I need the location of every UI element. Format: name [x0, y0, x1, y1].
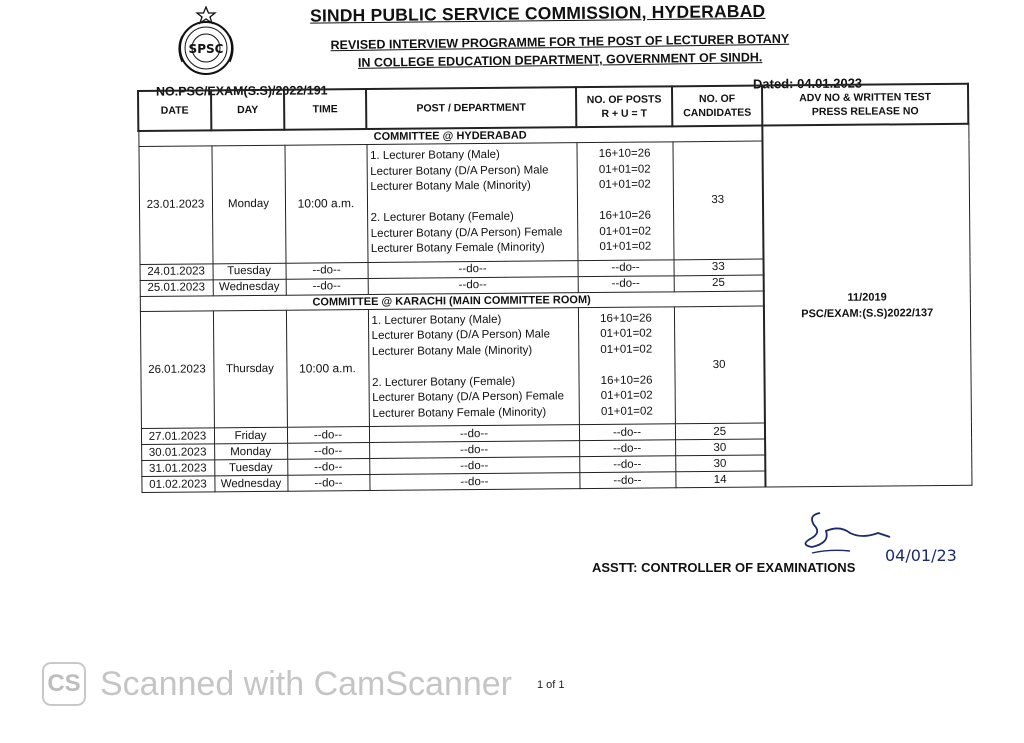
header-post: POST / DEPARTMENT	[366, 87, 576, 129]
header-day: DAY	[211, 90, 284, 131]
row-day: Thursday	[213, 310, 287, 428]
post-line: Lecturer Botany (D/A Person) Female	[372, 390, 564, 404]
post-line: Lecturer Botany (D/A Person) Female	[370, 225, 563, 240]
row-post-counts: --do--	[579, 456, 675, 473]
row-date: 26.01.2023	[140, 310, 214, 428]
row-post-counts: --do--	[578, 275, 674, 292]
count-line: 01+01=02	[600, 327, 653, 340]
row-candidates: 30	[674, 306, 765, 424]
spsc-logo	[170, 6, 242, 78]
header-cand-line2: CANDIDATES	[683, 106, 752, 120]
dated: Dated: 04.01.2023	[752, 75, 863, 92]
count-line: 01+01=02	[600, 343, 653, 356]
interview-table	[137, 83, 970, 493]
row-day: Tuesday	[214, 459, 287, 476]
header-candidates	[672, 86, 762, 127]
row-day: Tuesday	[213, 263, 286, 280]
signature-date: 04/01/23	[885, 546, 957, 565]
subtitle-line-2: IN COLLEGE EDUCATION DEPARTMENT, GOVERNMENT OF SINDH.	[357, 50, 763, 70]
row-posts: --do--	[369, 457, 579, 475]
post-line: Lecturer Botany Female (Minority)	[370, 241, 545, 255]
row-post-counts: --do--	[579, 424, 675, 441]
row-candidates: 30	[675, 455, 765, 472]
row-day: Monday	[214, 443, 287, 460]
header-time: TIME	[284, 89, 366, 130]
row-day: Friday	[214, 427, 287, 444]
row-post-counts: --do--	[579, 472, 675, 489]
page-subtitle	[290, 29, 830, 73]
count-line: 01+01=02	[600, 405, 653, 418]
press-release: PSC/EXAM:(S.S)2022/137	[801, 307, 934, 321]
post-line: Lecturer Botany Male (Minority)	[370, 179, 531, 193]
count-line: 01+01=02	[600, 389, 653, 402]
count-line: 16+10=26	[598, 147, 651, 160]
row-time: --do--	[287, 474, 369, 491]
post-line: 1. Lecturer Botany (Male)	[371, 313, 502, 327]
header-adv	[762, 84, 968, 126]
header-date: DATE	[138, 90, 211, 131]
reference-number: NO.PSC/EXAM(S.S)/2022/191	[155, 83, 328, 99]
post-line: Lecturer Botany (D/A Person) Male	[371, 328, 551, 342]
adv-cell	[762, 124, 971, 487]
row-posts: --do--	[368, 260, 578, 278]
subtitle-line-1: REVISED INTERVIEW PROGRAMME FOR THE POST OF LECTURER BOTANY	[330, 31, 790, 53]
count-line: 01+01=02	[598, 163, 651, 176]
row-time: 10:00 a.m.	[286, 309, 369, 427]
row-date: 25.01.2023	[140, 279, 213, 296]
count-line: 01+01=02	[599, 240, 652, 253]
row-posts: --do--	[368, 276, 578, 294]
post-line: 2. Lecturer Botany (Female)	[372, 375, 516, 389]
header-posts-line1: NO. OF POSTS	[586, 93, 662, 107]
header-adv-line1: ADV NO & WRITTEN TEST	[799, 91, 932, 105]
header-posts	[576, 86, 672, 127]
row-post-counts	[578, 306, 675, 424]
committee-karachi-label: COMMITTEE @ KARACHI (MAIN COMMITTEE ROOM)	[140, 291, 764, 311]
row-candidates: 25	[675, 423, 765, 440]
row-time: --do--	[286, 278, 368, 295]
row-time: --do--	[287, 458, 369, 475]
row-date: 30.01.2023	[141, 444, 214, 461]
row-time: --do--	[287, 442, 369, 459]
post-line: Lecturer Botany Female (Minority)	[372, 405, 547, 420]
header-posts-line2: R + U = T	[601, 107, 648, 120]
header-cand-line1: NO. OF	[698, 92, 736, 106]
row-time: --do--	[286, 262, 368, 279]
page-title: SINDH PUBLIC SERVICE COMMISSION, HYDERABAD	[309, 0, 766, 26]
camscanner-text: Scanned with CamScanner	[100, 665, 513, 703]
page-counter: 1 of 1	[537, 679, 565, 691]
post-line: Lecturer Botany Male (Minority)	[371, 344, 533, 358]
row-posts	[368, 307, 579, 426]
post-line: Lecturer Botany (D/A Person) Male	[370, 163, 549, 178]
row-candidates: 33	[673, 259, 763, 276]
count-line: 16+10=26	[599, 209, 652, 222]
row-post-counts: --do--	[579, 440, 675, 457]
count-line: 16+10=26	[600, 374, 653, 387]
row-candidates: 25	[674, 275, 764, 292]
row-date: 24.01.2023	[140, 263, 213, 280]
row-date: 01.02.2023	[141, 476, 214, 493]
row-day: Wednesday	[213, 279, 286, 296]
row-candidates: 30	[675, 439, 765, 456]
row-posts: --do--	[369, 473, 579, 491]
camscanner-logo: CS	[42, 662, 86, 706]
row-candidates: 14	[675, 471, 765, 488]
committee-hyderabad-label: COMMITTEE @ HYDERABAD	[138, 126, 762, 147]
count-line: 01+01=02	[599, 225, 652, 238]
count-line: 01+01=02	[598, 178, 651, 191]
row-date: 27.01.2023	[141, 428, 214, 445]
row-day: Wednesday	[214, 475, 287, 492]
row-candidates: 33	[672, 141, 763, 259]
row-post-counts	[576, 142, 673, 260]
row-posts: --do--	[369, 441, 579, 459]
controller-title: ASSTT: CONTROLLER OF EXAMINATIONS	[592, 560, 856, 575]
row-post-counts: --do--	[578, 259, 674, 276]
count-line: 16+10=26	[600, 312, 652, 325]
row-date: 23.01.2023	[138, 146, 212, 264]
row-time: --do--	[287, 426, 369, 443]
row-time: 10:00 a.m.	[284, 144, 367, 262]
row-date: 31.01.2023	[141, 460, 214, 477]
post-line: 1. Lecturer Botany (Male)	[370, 148, 500, 162]
adv-number: 11/2019	[847, 291, 887, 304]
row-posts	[366, 143, 577, 262]
row-posts: --do--	[369, 425, 579, 443]
header-adv-line2: PRESS RELEASE NO	[811, 105, 919, 119]
row-day: Monday	[211, 145, 285, 263]
logo-text: SPSC	[188, 42, 224, 56]
post-line: 2. Lecturer Botany (Female)	[370, 210, 514, 224]
